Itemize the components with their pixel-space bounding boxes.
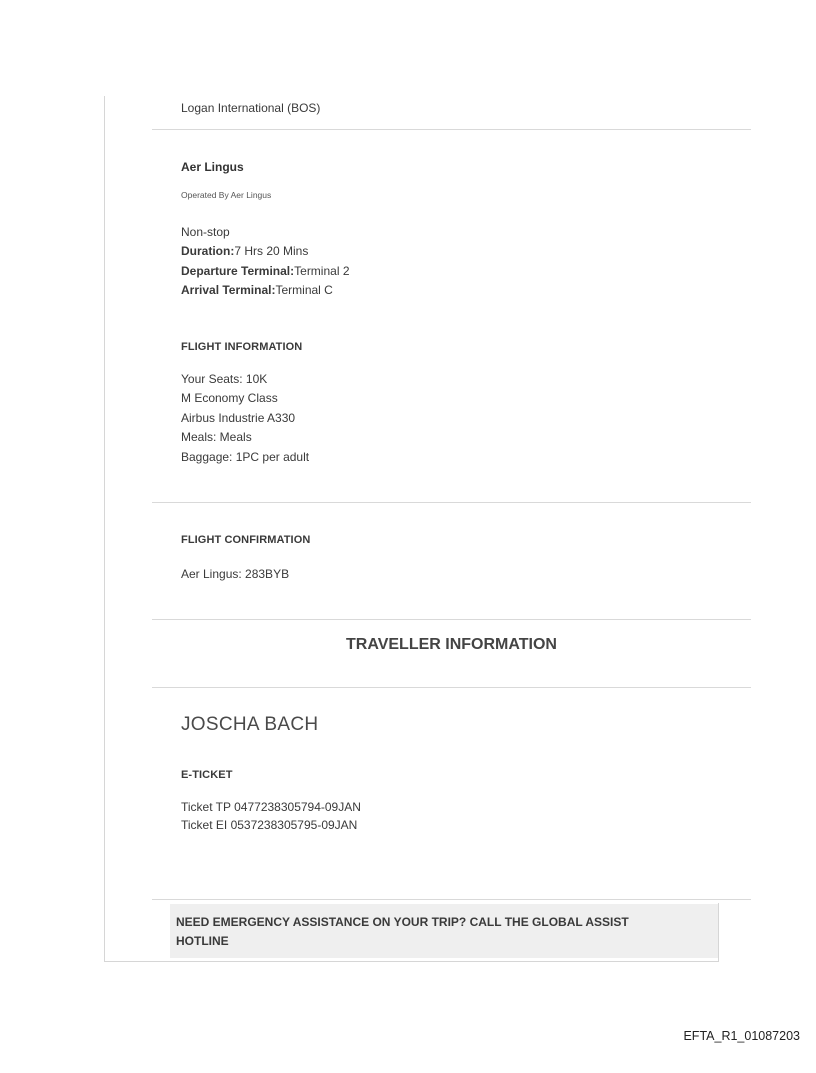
duration-row [181, 242, 350, 261]
operated-by: Operated By Aer Lingus [181, 190, 272, 200]
traveller-information-title: TRAVELLER INFORMATION [346, 636, 557, 653]
arrival-terminal-value: Terminal C [275, 283, 333, 298]
duration-label: Duration: [181, 244, 235, 259]
traveller-name: JOSCHA BACH [181, 714, 319, 735]
aircraft-text: Airbus Industrie A330 [181, 410, 296, 425]
arrival-terminal-label: Arrival Terminal: [181, 283, 276, 298]
flight-information-list [181, 370, 309, 467]
cabin-class-text: M Economy Class [181, 391, 278, 406]
divider [152, 619, 751, 620]
confirmation-code: Aer Lingus: 283BYB [181, 567, 290, 581]
segment-details [181, 223, 350, 301]
document-id: EFTA_R1_01087203 [683, 1029, 800, 1043]
eticket-heading: E-TICKET [181, 769, 233, 781]
emergency-assistance-banner [170, 904, 718, 958]
seats-text: Your Seats: 10K [181, 372, 268, 386]
emergency-assistance-text: NEED EMERGENCY ASSISTANCE ON YOUR TRIP? CALL THE GLOBAL ASSIST HOTLINE [176, 915, 629, 948]
itinerary-frame-right-border [718, 903, 719, 961]
meals-text: Meals: Meals [181, 430, 252, 445]
stops-text: Non-stop [181, 225, 230, 239]
departure-terminal-label: Departure Terminal: [181, 263, 295, 278]
duration-value: 7 Hrs 20 Mins [234, 244, 309, 259]
flight-information-heading: FLIGHT INFORMATION [181, 341, 303, 353]
ticket-list [181, 798, 361, 834]
flight-confirmation-heading: FLIGHT CONFIRMATION [181, 534, 311, 546]
itinerary-frame-left-border [104, 96, 105, 962]
ticket-number: Ticket TP 0477238305794-09JAN [181, 800, 361, 814]
divider [152, 899, 751, 900]
ticket-number: Ticket EI 0537238305795-09JAN [181, 818, 358, 832]
divider [152, 129, 751, 130]
arrival-terminal-row [181, 281, 350, 300]
airline-name: Aer Lingus [181, 160, 244, 174]
baggage-text: Baggage: 1PC per adult [181, 449, 310, 464]
departure-terminal-value: Terminal 2 [294, 263, 350, 278]
divider [152, 502, 751, 503]
arrival-airport: Logan International (BOS) [181, 101, 321, 115]
departure-terminal-row [181, 262, 350, 281]
divider [152, 687, 751, 688]
itinerary-frame-bottom-border [104, 961, 719, 962]
